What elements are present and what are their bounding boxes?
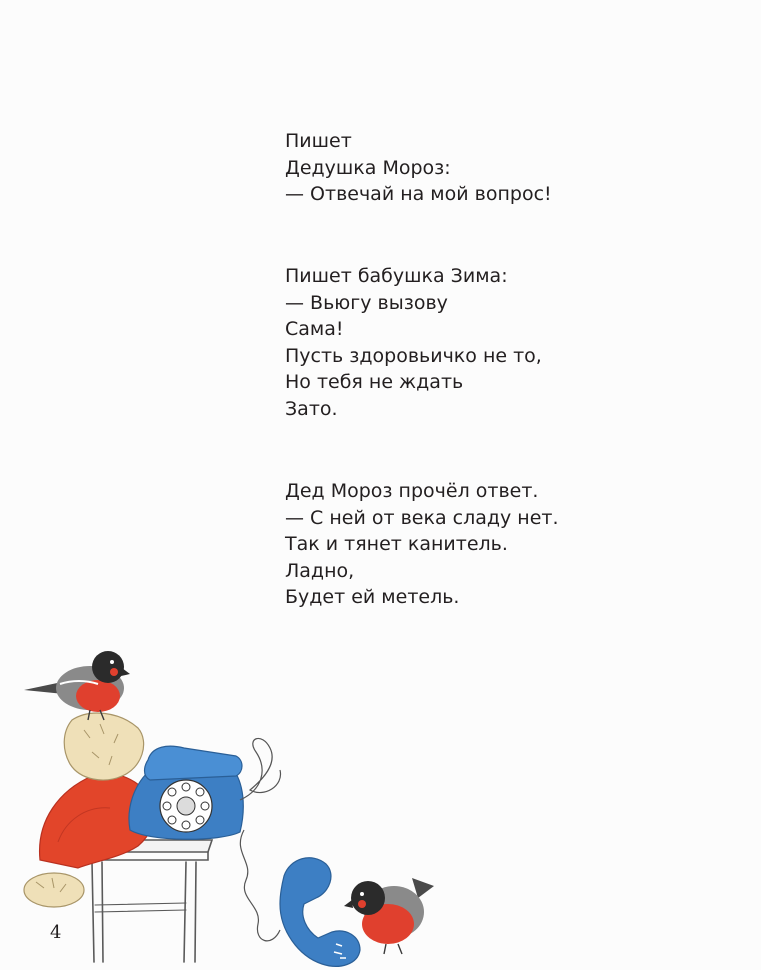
poem-line: — Вьюгу вызову [285, 291, 448, 314]
poem-line: Ладно, [285, 559, 355, 582]
poem-line: Пусть здоровьичко не то, [285, 344, 542, 367]
poem-line: — С ней от века сладу нет. [285, 506, 559, 529]
poem-line: Пишет бабушка Зима: [285, 265, 508, 287]
poem-line: Пишет [285, 130, 352, 152]
poem-line: Зато. [285, 397, 338, 420]
poem-line: Но тебя не ждать [285, 371, 464, 394]
poem-line: Так и тянет канитель. [285, 533, 508, 556]
illustration [0, 640, 470, 970]
stanza-3 [285, 478, 559, 611]
stanza-2 [285, 263, 542, 423]
poem-line: Дед Мороз прочёл ответ. [285, 480, 539, 502]
poem-line: Сама! [285, 318, 344, 341]
poem-line: — Отвечай на мой вопрос! [285, 183, 552, 206]
stanza-1 [285, 128, 552, 208]
bullfinch-icon [24, 651, 130, 720]
telephone-handset-icon [280, 858, 360, 967]
page-number: 4 [50, 922, 62, 943]
poem-line: Будет ей метель. [285, 586, 460, 609]
poem-line: Дедушка Мороз: [285, 156, 451, 179]
